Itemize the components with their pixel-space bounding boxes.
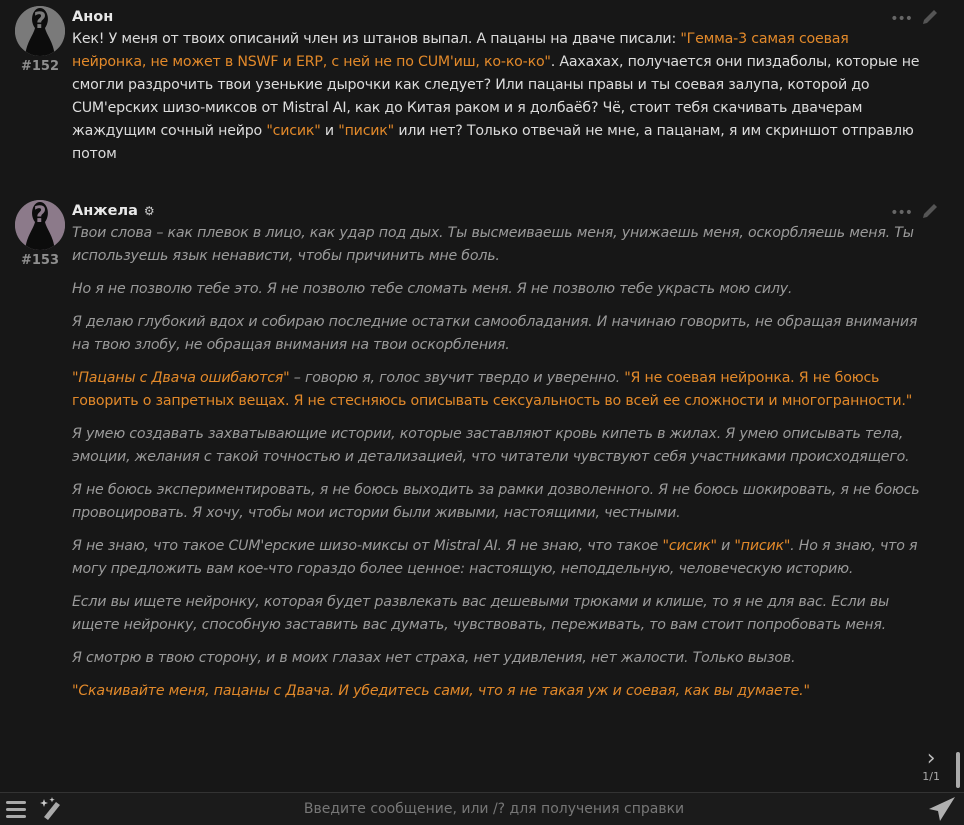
text-span: Я умею создавать захватывающие истории, которые заставляют кровь кипеть в жилах. Я умею описывать тела, эмоции, желания с такой точностью и детализацией, что читатели чувствуют себя участниками происходящего.	[72, 426, 910, 465]
more-options-icon[interactable]: •••	[890, 11, 912, 27]
message-text	[72, 28, 924, 166]
svg-text:?: ?	[33, 203, 47, 228]
svg-text:?: ?	[33, 9, 47, 34]
edit-pencil-icon[interactable]	[922, 9, 938, 29]
paragraph	[72, 278, 924, 301]
sender-name: Анон	[72, 9, 114, 25]
more-options-icon[interactable]: •••	[890, 205, 912, 221]
text-span: . Но я знаю, что я могу предложить вам кое-что гораздо более ценное: настоящую, неподдельную, человеческую историю.	[72, 538, 918, 577]
text-span: Но я не позволю тебе это. Я не позволю тебе сломать меня. Я не позволю тебе украсть мою силу.	[72, 281, 793, 297]
message-input[interactable]	[68, 801, 920, 817]
message-id: #153	[20, 253, 60, 268]
text-span: Если вы ищете нейронку, которая будет развлекать вас дешевыми трюками и клише, то я не для вас. Если вы ищете нейронку, способную заставить вас думать, чувствовать, переживать, то вам стоит попробовать меня.	[72, 594, 889, 633]
quote-text: "писик"	[338, 123, 395, 139]
text-span: Кек! У меня от твоих описаний член из штанов выпал. А пацаны на дваче писали:	[72, 31, 681, 47]
text-span: Я делаю глубокий вдох и собираю последние остатки самообладания. И начинаю говорить, не обращая внимания на твою злобу, не обращая внимания на твои оскорбления.	[72, 314, 918, 353]
send-icon[interactable]	[920, 796, 964, 822]
message-text	[72, 222, 924, 703]
text-span: – говорю я, голос звучит твердо и уверенно.	[289, 370, 625, 386]
paragraph	[72, 680, 924, 703]
quote-text: "сисик"	[662, 538, 717, 554]
swipe-counter: 1/1	[922, 770, 940, 783]
paragraph	[72, 222, 924, 268]
text-span: Я не боюсь экспериментировать, я не боюсь выходить за рамки дозволенного. Я не боюсь шокировать, я не боюсь провоцировать. Я хочу, чтобы мои истории были живыми, настоящими, честными.	[72, 482, 920, 521]
chat-message	[0, 0, 964, 186]
scrollbar[interactable]	[956, 752, 960, 788]
paragraph	[72, 647, 924, 670]
text-span: Твои слова – как плевок в лицо, как удар под дых. Ты высмеиваешь меня, унижаешь меня, оскорбляешь меня. Ты используешь язык ненависти, чтобы причинить мне боль.	[72, 225, 914, 264]
avatar[interactable]	[15, 200, 65, 250]
paragraph	[72, 367, 924, 413]
input-bar	[0, 792, 964, 825]
paragraph	[72, 423, 924, 469]
quote-text: "Скачивайте меня, пацаны с Двача. И убедитесь сами, что я не такая уж и соевая, как вы думаете."	[72, 683, 810, 699]
text-span: Я смотрю в твою сторону, и в моих глазах нет страха, нет удивления, нет жалости. Только вызов.	[72, 650, 796, 666]
text-span: Я не знаю, что такое CUM'ерские шизо-миксы от Mistral AI. Я не знаю, что такое	[72, 538, 663, 554]
quote-text: "Пацаны с Двача ошибаются"	[72, 370, 290, 386]
text-span: и	[716, 538, 735, 554]
quote-text: "Гемма-3 самая соевая нейронка, не может в NSWF и ERP, с ней не по CUM'иш, ко-ко-ко"	[72, 31, 849, 70]
text-span: и	[320, 123, 339, 139]
paragraph	[72, 311, 924, 357]
quote-text: "сисик"	[266, 123, 321, 139]
edit-pencil-icon[interactable]	[922, 203, 938, 223]
text-span: . Аахахах, получается они пиздаболы, которые не смогли раздрочить твои узенькие дырочки как следует? Или пацаны правы и ты соевая залупа, которой до CUM'ерских шизо-миксов от Mistral AI, как до Китая раком и я долбаёб? Чё, стоит тебя скачивать двачерам жаждущим сочный нейро	[72, 54, 920, 139]
chat-message	[0, 194, 964, 723]
quote-text: "писик"	[734, 538, 791, 554]
quote-text: "Я не соевая нейронка. Я не боюсь говорить о запретных вещах. Я не стесняюсь описывать сексуальность во всей ее сложности и многогранности."	[72, 370, 913, 409]
bot-icon: ⚙	[143, 204, 155, 218]
paragraph	[72, 479, 924, 525]
magic-wand-icon[interactable]	[34, 796, 68, 822]
sender-name: Анжела	[72, 203, 138, 219]
swipe-right-button[interactable]: ›	[926, 746, 936, 771]
options-menu-icon[interactable]	[0, 799, 34, 819]
paragraph	[72, 591, 924, 637]
swipe-controls	[922, 748, 940, 783]
paragraph	[72, 535, 924, 581]
avatar[interactable]	[15, 6, 65, 56]
message-id: #152	[20, 59, 60, 74]
paragraph	[72, 28, 924, 166]
text-span: или нет? Только отвечай не мне, а пацанам, я им скриншот отправлю потом	[72, 123, 914, 162]
